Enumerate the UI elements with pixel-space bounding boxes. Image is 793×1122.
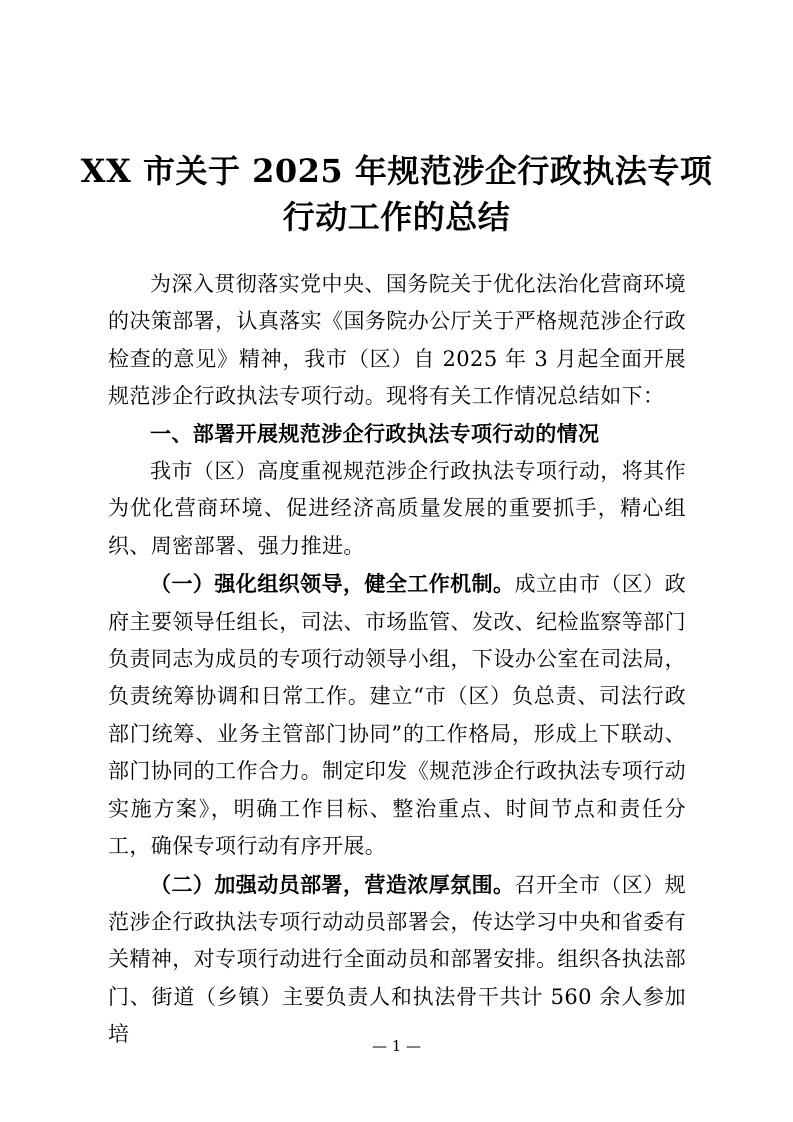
page-number: — 1 — — [371, 1037, 422, 1055]
item-2-lead: （二）加强动员部署，营造浓厚氛围。 — [150, 871, 515, 897]
document-body — [108, 266, 686, 1054]
document-title — [60, 148, 733, 240]
intro-paragraph: 为深入贯彻落实党中央、国务院关于优化法治化营商环境的决策部署，认真落实《国务院办公厅关于严格规范涉企行政检查的意见》精神，我市（区）自 2025 年 3 月起全面开展规范涉企行政执法专项行动。现将有关工作情况总结如下： — [108, 272, 686, 409]
section-1-paragraph: 我市（区）高度重视规范涉企行政执法专项行动，将其作为优化营商环境、促进经济高质量发展的重要抓手，精心组织、周密部署、强力推进。 — [108, 459, 686, 558]
title-line-2: 行动工作的总结 — [282, 198, 511, 236]
item-2-paragraph — [108, 866, 686, 1054]
item-1-lead: （一）强化组织领导，健全工作机制。 — [150, 571, 515, 597]
title-line-1: XX 市关于 2025 年规范涉企行政执法专项 — [80, 152, 713, 190]
section-1-heading: 一、部署开展规范涉企行政执法专项行动的情况 — [150, 421, 600, 446]
item-1-paragraph — [108, 565, 686, 865]
item-1-body: 成立由市（区）政府主要领导任组长，司法、市场监管、发改、纪检监察等部门负责同志为成员的专项行动领导小组，下设办公室在司法局，负责统筹协调和日常工作。建立“市（区）负总责、司法行政部门统筹、业务主管部门协同”的工作格局，形成上下联动、部门协同的工作合力。制定印发《规范涉企行政执法专项行动实施方案》，明确工作目标、整治重点、时间节点和责任分工，确保专项行动有序开展。 — [108, 572, 686, 859]
item-2-body: 召开全市（区）规范涉企行政执法专项行动动员部署会，传达学习中央和省委有关精神，对专项行动进行全面动员和部署安排。组织各执法部门、街道（乡镇）主要负责人和执法骨干共计 560 余人参加培 — [108, 872, 686, 1047]
